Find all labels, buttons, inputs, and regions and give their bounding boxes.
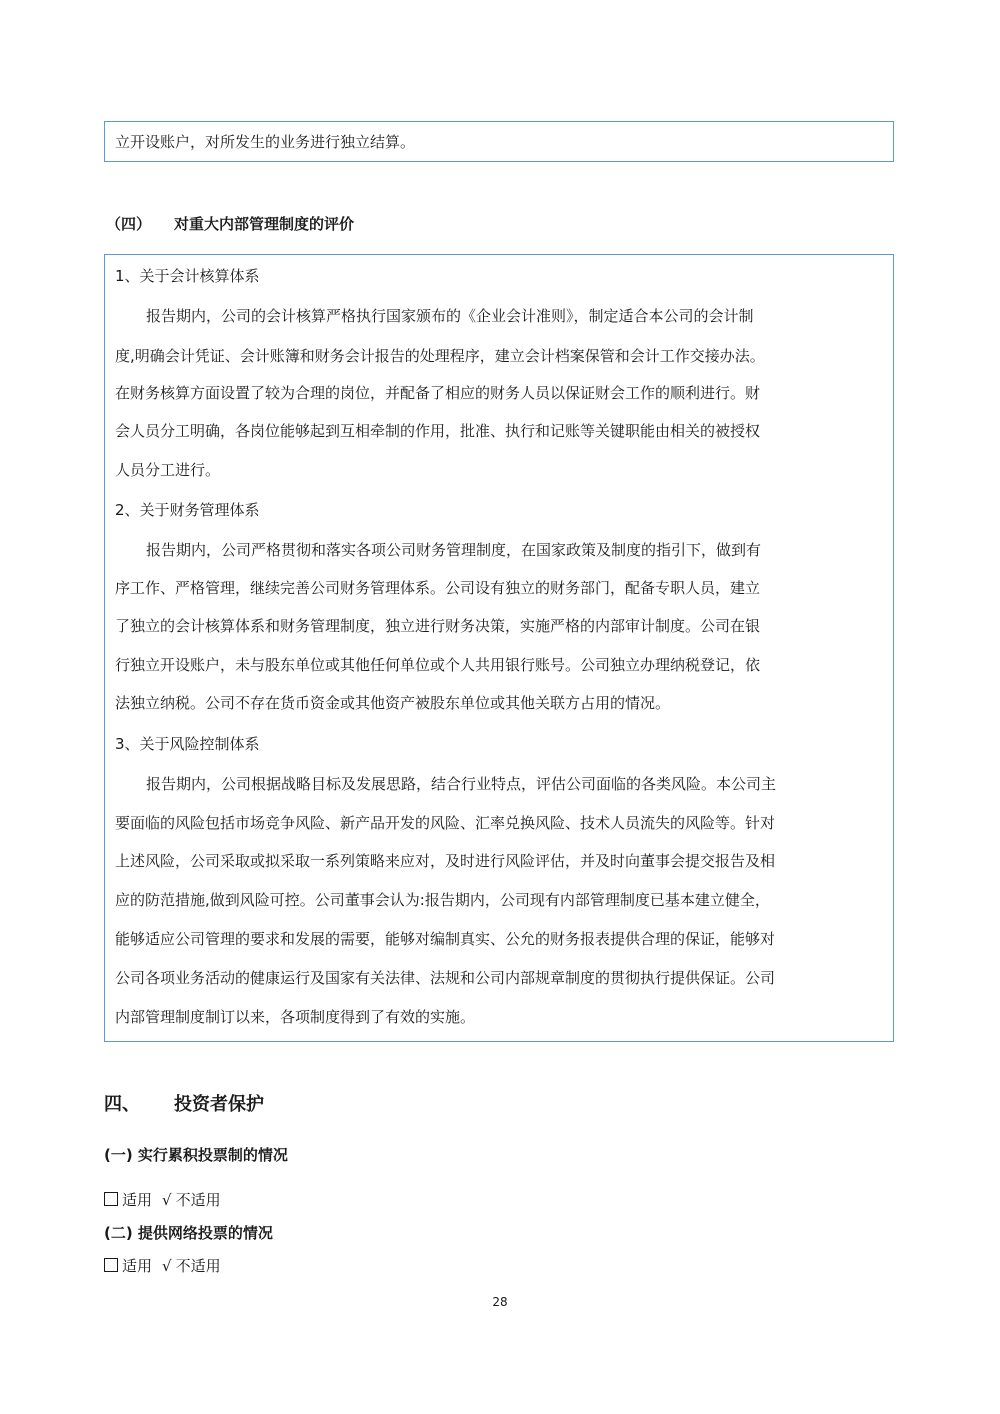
option-not-applicable-label: 不适用	[175, 1191, 221, 1209]
paragraph-line: 报告期内，公司根据战略目标及发展思路，结合行业特点，评估公司面临的各类风险。本公司主	[146, 775, 777, 793]
paragraph-line: 度,明确会计凭证、会计账簿和财务会计报告的处理程序，建立会计档案保管和会计工作交接办法。	[115, 347, 765, 365]
evaluation-box	[104, 254, 894, 1042]
paragraph-line: 应的防范措施,做到风险可控。公司董事会认为:报告期内，公司现有内部管理制度已基本建立健全，	[115, 891, 770, 909]
subsection-four-number: （四）	[106, 215, 152, 233]
checkbox-icon	[104, 1258, 118, 1272]
subsection-two-options	[104, 1255, 221, 1276]
item-heading-risk: 3、关于风险控制体系	[115, 735, 260, 753]
subsection-four-title: 对重大内部管理制度的评价	[174, 215, 355, 233]
option-applicable-label: 适用	[122, 1257, 153, 1275]
paragraph-line: 上述风险，公司采取或拟采取一系列策略来应对，及时进行风险评估，并及时向董事会提交报告及相	[115, 852, 776, 870]
paragraph-line: 序工作、严格管理，继续完善公司财务管理体系。公司设有独立的财务部门，配备专职人员，建立	[115, 579, 761, 597]
paragraph-line: 法独立纳税。公司不存在货币资金或其他资产被股东单位或其他关联方占用的情况。	[115, 694, 671, 712]
paragraph-line: 报告期内，公司严格贯彻和落实各项公司财务管理制度，在国家政策及制度的指引下，做到有	[146, 541, 762, 559]
check-mark-icon: √	[162, 1191, 172, 1209]
paragraph-line: 会人员分工明确，各岗位能够起到互相牵制的作用，批准、执行和记账等关键职能由相关的被授权	[115, 422, 761, 440]
paragraph-line: 在财务核算方面设置了较为合理的岗位，并配备了相应的财务人员以保证财会工作的顺利进行。财	[115, 384, 761, 402]
option-applicable-label: 适用	[122, 1191, 153, 1209]
paragraph-line: 能够适应公司管理的要求和发展的需要，能够对编制真实、公允的财务报表提供合理的保证，能够对	[115, 930, 776, 948]
paragraph-line: 公司各项业务活动的健康运行及国家有关法律、法规和公司内部规章制度的贯彻执行提供保证。公司	[115, 969, 776, 987]
item-heading-accounting: 1、关于会计核算体系	[115, 267, 260, 285]
paragraph-line: 内部管理制度制订以来，各项制度得到了有效的实施。	[115, 1008, 476, 1026]
paragraph-line: 行独立开设账户，未与股东单位或其他任何单位或个人共用银行账号。公司独立办理纳税登记，依	[115, 656, 761, 674]
paragraph-line: 了独立的会计核算体系和财务管理制度，独立进行财务决策，实施严格的内部审计制度。公司在银	[115, 617, 761, 635]
section-four-title: 投资者保护	[174, 1094, 264, 1115]
subsection-one-title: (一) 实行累积投票制的情况	[104, 1146, 288, 1164]
option-not-applicable-label: 不适用	[175, 1257, 221, 1275]
paragraph-line: 人员分工进行。	[115, 461, 221, 479]
continuation-box	[104, 121, 894, 162]
section-four-number: 四、	[104, 1094, 140, 1115]
paragraph-line: 报告期内，公司的会计核算严格执行国家颁布的《企业会计准则》，制定适合本公司的会计制	[146, 307, 754, 325]
paragraph-line: 要面临的风险包括市场竞争风险、新产品开发的风险、汇率兑换风险、技术人员流失的风险等。针对	[115, 814, 776, 832]
item-heading-finance: 2、关于财务管理体系	[115, 501, 260, 519]
continuation-text: 立开设账户，对所发生的业务进行独立结算。	[115, 133, 416, 151]
check-mark-icon: √	[162, 1257, 172, 1275]
subsection-one-options	[104, 1189, 221, 1210]
checkbox-icon	[104, 1192, 118, 1206]
page-number: 28	[492, 1295, 508, 1309]
subsection-two-title: (二) 提供网络投票的情况	[104, 1224, 273, 1242]
